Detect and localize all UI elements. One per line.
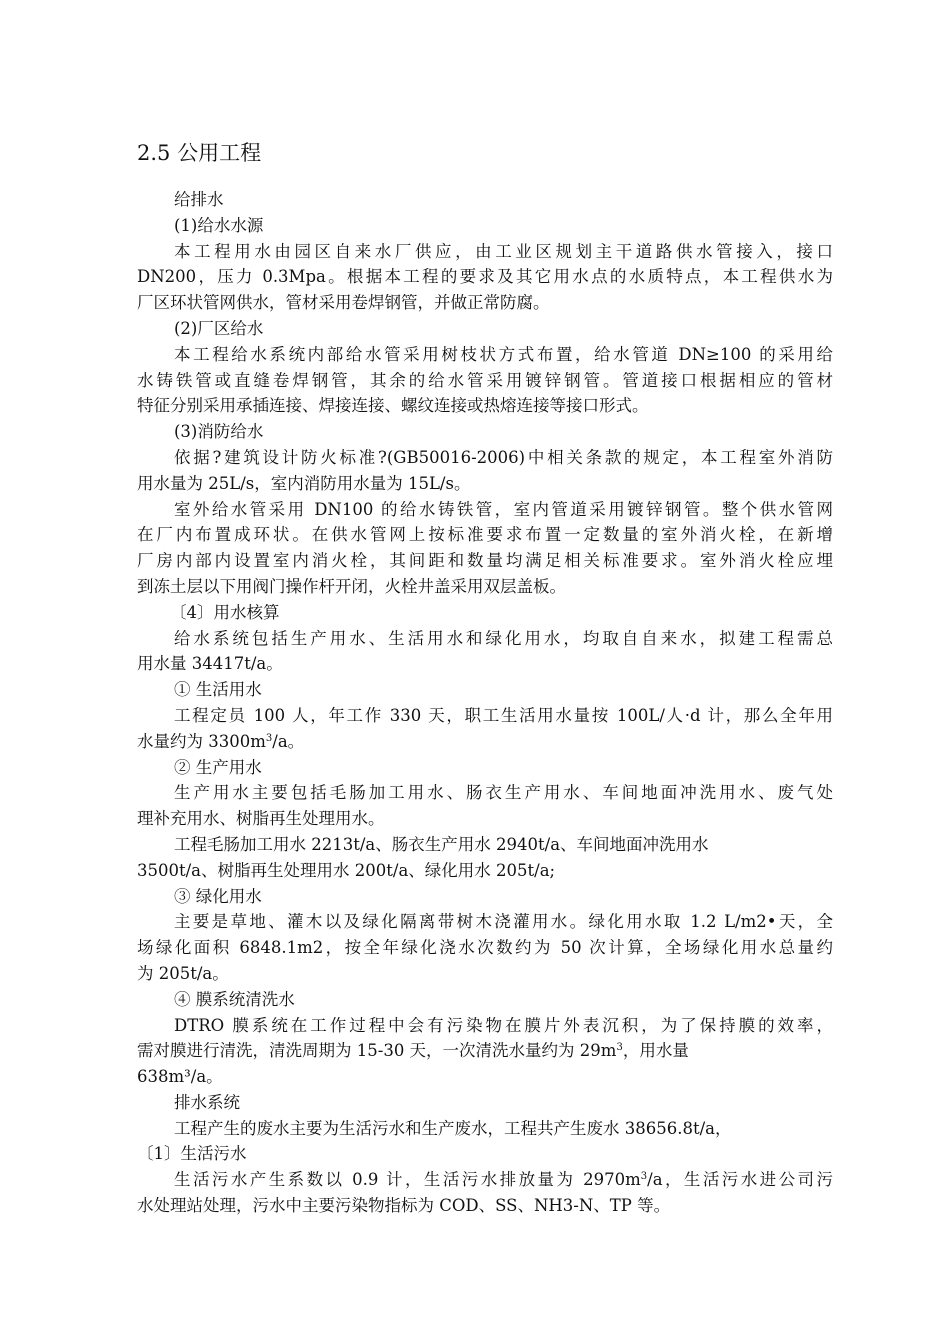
greening-water-line: 为 205t/a。 bbox=[137, 963, 229, 983]
greening-water-line: 主要是草地、灌木以及绿化隔离带树木浇灌用水。绿化用水取 1.2 L/m2•天，全 bbox=[174, 912, 833, 932]
fire-supply-line: 用水量为 25L/s，室内消防用水量为 15L/s。 bbox=[137, 473, 471, 493]
domestic-water-line bbox=[137, 729, 833, 755]
heading-water-supply-drainage: 给排水 bbox=[174, 190, 224, 209]
heading-water-source: (1)给水水源 bbox=[174, 215, 264, 235]
domestic-sewage-line: 水处理站处理，污水中主要污染物指标为 COD、SS、NH3-N、TP 等。 bbox=[137, 1196, 671, 1216]
superscript-3: 3 bbox=[616, 1042, 623, 1054]
production-detail-line: 工程毛肠加工用水 2213t/a、肠衣生产用水 2940t/a、车间地面冲洗用水 bbox=[174, 834, 709, 854]
domestic-sewage-line bbox=[137, 1167, 833, 1193]
fire-supply-line: 依据?建筑设计防火标准?(GB50016-2006)中相关条款的规定，本工程室外消防 bbox=[174, 447, 833, 467]
production-water-line: 理补充用水、树脂再生处理用水。 bbox=[137, 809, 385, 829]
superscript-3: 3 bbox=[640, 1171, 648, 1183]
domestic-sewage-tail: /a，生活污水进公司污 bbox=[647, 1170, 833, 1190]
fire-supply-line: 在厂内布置成环状。在供水管网上按标准要求布置一定数量的室外消火栓，在新增 bbox=[137, 525, 833, 545]
fire-supply-line: 到冻土层以下用阀门操作杆开闭，火栓井盖采用双层盖板。 bbox=[137, 576, 566, 596]
section-title: 2.5 公用工程 bbox=[137, 141, 262, 165]
water-source-line: 本工程用水由园区自来水厂供应，由工业区规划主干道路供水管接入，接口 bbox=[174, 241, 833, 261]
plant-supply-line: 本工程给水系统内部给水管采用树枝状方式布置，给水管道 DN≥100 的采用给 bbox=[174, 344, 833, 364]
domestic-volume-unit: /a。 bbox=[272, 731, 305, 751]
domestic-sewage-text: 生活污水产生系数以 0.9 计，生活污水排放量为 2970m bbox=[174, 1170, 641, 1190]
heading-plant-supply: (2)厂区给水 bbox=[174, 318, 264, 338]
heading-greening-water: ③ 绿化用水 bbox=[174, 886, 262, 906]
heading-drainage-system: 排水系统 bbox=[174, 1092, 240, 1112]
water-source-line: 厂区环状管网供水，管材采用卷焊钢管，并做正常防腐。 bbox=[137, 293, 550, 313]
heading-production-water: ② 生产用水 bbox=[174, 757, 262, 777]
drainage-intro-line: 工程产生的废水主要为生活污水和生产废水，工程共产生废水 38656.8t/a， bbox=[174, 1118, 732, 1138]
water-accounting-line: 给水系统包括生产用水、生活用水和绿化用水，均取自自来水，拟建工程需总 bbox=[174, 628, 833, 648]
heading-domestic-water: ① 生活用水 bbox=[174, 680, 262, 700]
superscript-3: 3 bbox=[265, 732, 273, 744]
domestic-water-line: 工程定员 100 人，年工作 330 天，职工生活用水量按 100L/人·d 计，那么全年用 bbox=[174, 705, 833, 725]
production-detail-line: 3500t/a、树脂再生处理用水 200t/a、绿化用水 205t/a; bbox=[137, 860, 556, 880]
document-body bbox=[137, 187, 833, 1219]
heading-membrane-cleaning: ④ 膜系统清洗水 bbox=[174, 989, 295, 1009]
fire-supply-line: 厂房内部内设置室内消火栓，其间距和数量均满足相关标准要求。室外消火栓应埋 bbox=[137, 551, 833, 571]
plant-supply-line: 特征分别采用承插连接、焊接连接、螺纹连接或热熔连接等接口形式。 bbox=[137, 396, 649, 416]
production-water-line: 生产用水主要包括毛肠加工用水、肠衣生产用水、车间地面冲洗用水、废气处 bbox=[174, 783, 833, 803]
domestic-volume-text: 水量约为 3300m bbox=[137, 731, 266, 751]
membrane-cleaning-text: 需对膜进行清洗，清洗周期为 15-30 天，一次清洗水量约为 29m bbox=[137, 1041, 617, 1061]
heading-water-accounting: 〔4〕用水核算 bbox=[170, 602, 280, 622]
heading-domestic-sewage: 〔1〕生活污水 bbox=[137, 1144, 247, 1164]
membrane-cleaning-line: 638m³/a。 bbox=[137, 1067, 223, 1087]
membrane-cleaning-line bbox=[137, 1038, 833, 1064]
membrane-cleaning-line: DTRO 膜系统在工作过程中会有污染物在膜片外表沉积，为了保持膜的效率， bbox=[174, 1015, 833, 1035]
membrane-cleaning-tail: ，用水量 bbox=[622, 1041, 689, 1061]
heading-fire-supply: (3)消防给水 bbox=[174, 422, 264, 442]
fire-supply-line: 室外给水管采用 DN100 的给水铸铁管，室内管道采用镀锌钢管。整个供水管网 bbox=[174, 499, 833, 519]
greening-water-line: 场绿化面积 6848.1m2，按全年绿化浇水次数约为 50 次计算，全场绿化用水总量约 bbox=[137, 938, 833, 958]
water-accounting-line: 用水量 34417t/a。 bbox=[137, 654, 283, 674]
water-source-line: DN200，压力 0.3Mpa。根据本工程的要求及其它用水点的水质特点，本工程供水为 bbox=[137, 267, 833, 287]
plant-supply-line: 水铸铁管或直缝卷焊钢管，其余的给水管采用镀锌钢管。管道接口根据相应的管材 bbox=[137, 370, 833, 390]
